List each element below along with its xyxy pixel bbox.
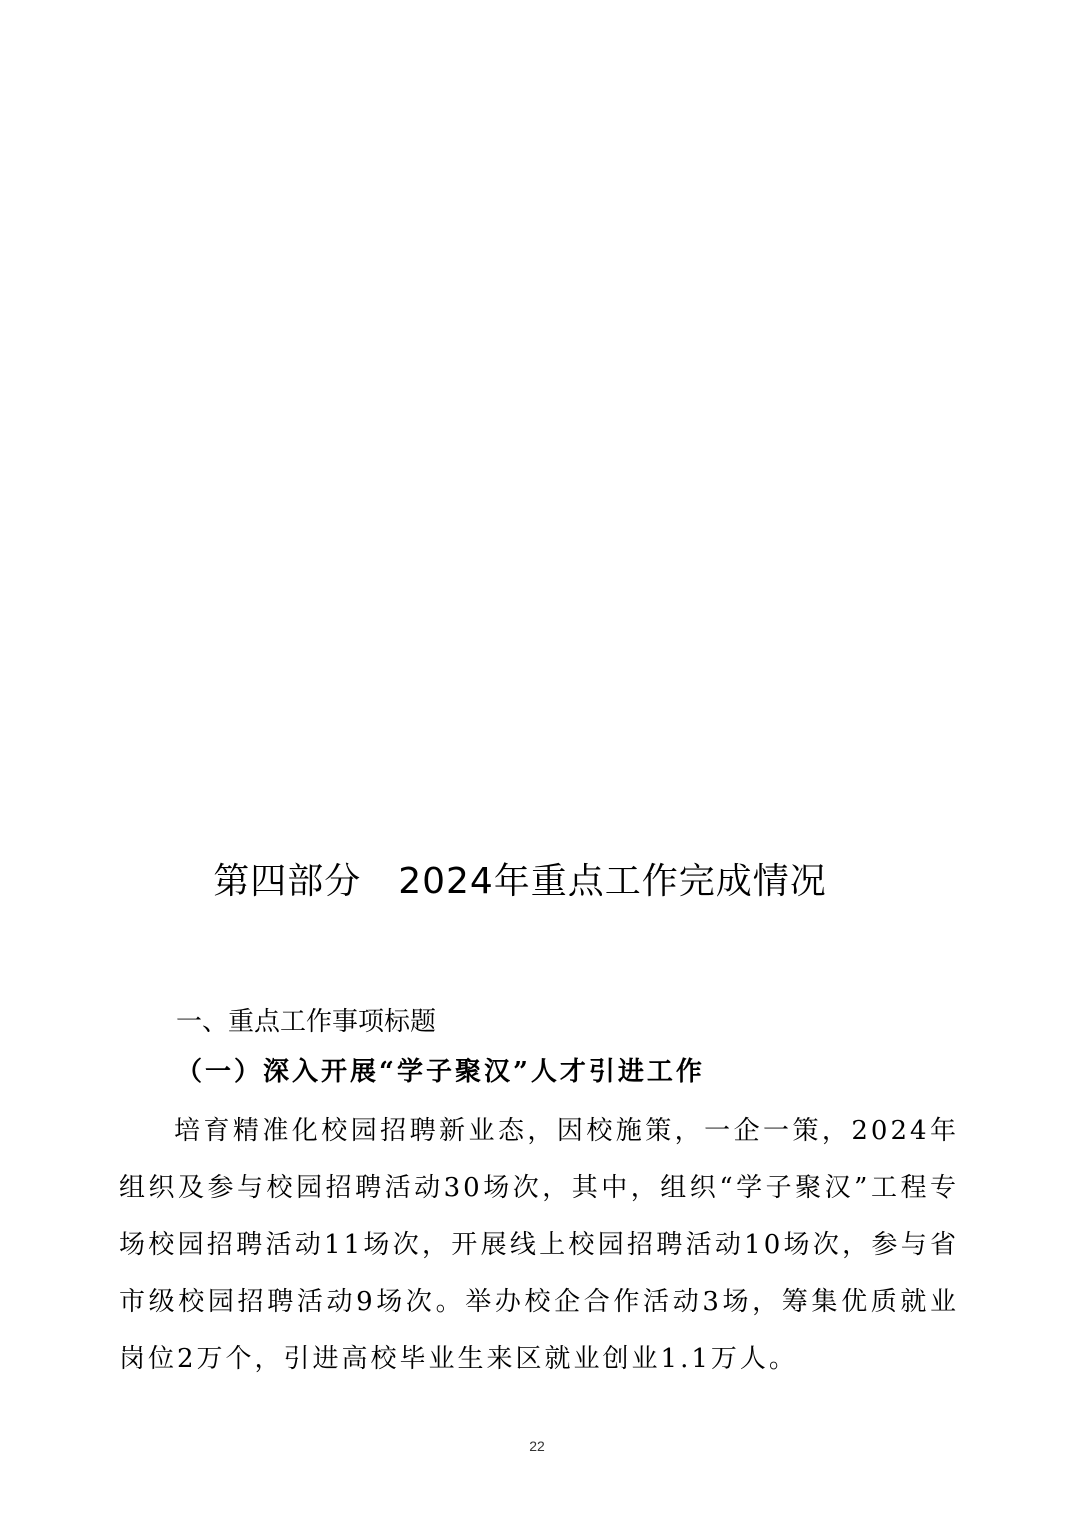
body-paragraph: 培育精准化校园招聘新业态，因校施策，一企一策，2024年组织及参与校园招聘活动30场次，其中，组织“学子聚汉”工程专场校园招聘活动11场次，开展线上校园招聘活动10场次，参与省市级校园招聘活动9场次。举办校企合作活动3场，筹集优质就业岗位2万个，引进高校毕业生来区就业创业1.1万人。 — [119, 1116, 959, 1374]
part-title: 第四部分 2024年重点工作完成情况 — [213, 861, 827, 902]
page-number: 22 — [529, 1438, 545, 1454]
section-heading: 一、重点工作事项标题 — [176, 1007, 437, 1037]
subsection-heading: （一）深入开展“学子聚汉”人才引进工作 — [176, 1057, 705, 1087]
